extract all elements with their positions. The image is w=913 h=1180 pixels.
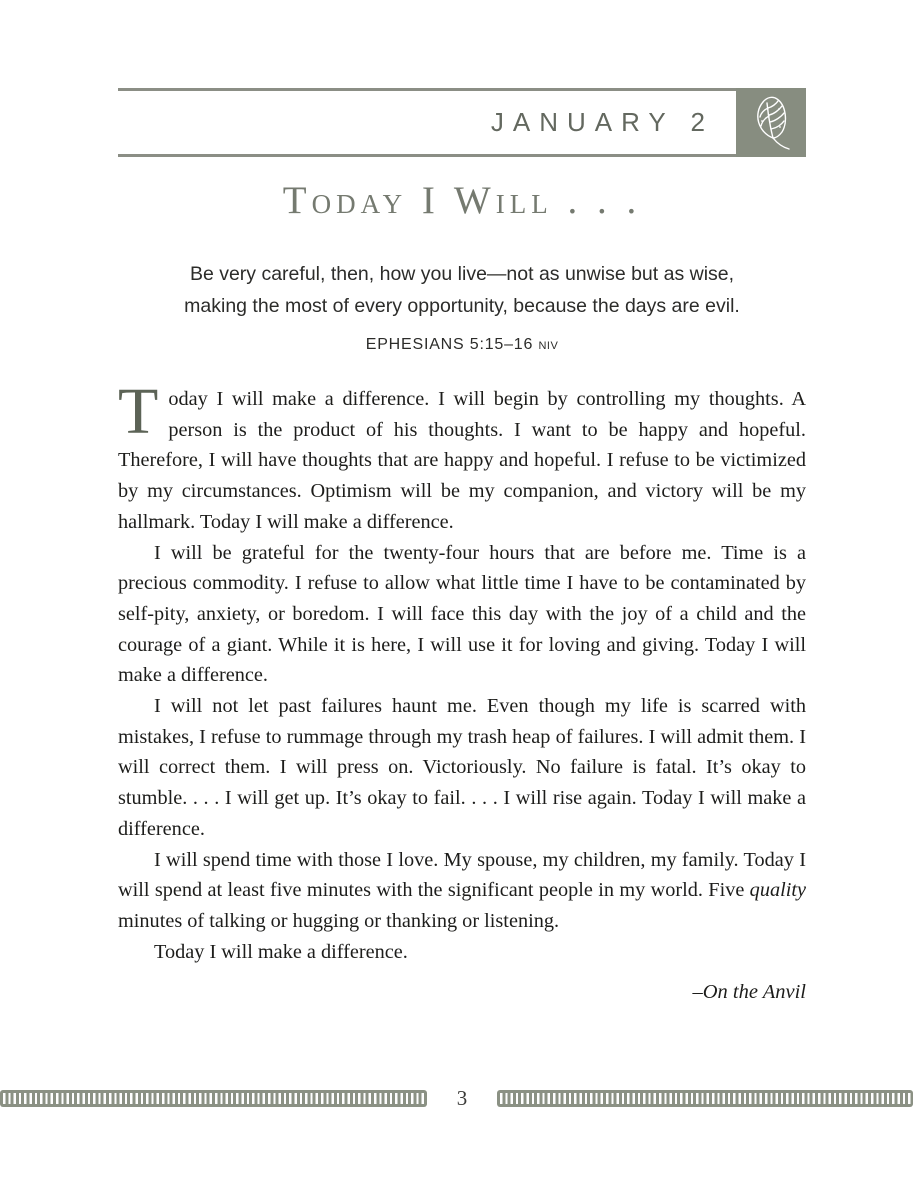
- paragraph-text: I will spend time with those I love. My spouse, my children, my family. Today I will spend at least five minutes with the significant people in my world. Five: [118, 848, 806, 902]
- chapter-header: [118, 88, 806, 157]
- attribution: –On the Anvil: [692, 981, 806, 1003]
- devotional-body: [118, 375, 806, 967]
- scripture-verse: [93, 258, 831, 362]
- verse-line: Be very careful, then, how you live—not as unwise but as wise,: [189, 263, 735, 285]
- paragraph-text: oday I will make a difference. I will begin by controlling my thoughts. A person is the product of his thoughts. I want to be happy and hopeful. Therefore, I will have thoughts that are happy and hopeful. I refuse to be victimized by my circumstances. Optimism will be my companion, and victory will be my hallmark. Today I will make a difference.: [118, 388, 806, 533]
- page-title: Today I Will . . .: [282, 179, 642, 222]
- emphasized-word: quality: [749, 879, 806, 902]
- leaf-badge: [736, 88, 806, 157]
- devotional-paragraph: [118, 845, 806, 937]
- header-date: JANUARY 2: [490, 107, 714, 137]
- paragraph-text: minutes of talking or hugging or thanking or listening.: [118, 909, 560, 932]
- footer-ornament-right: [497, 1090, 913, 1107]
- verse-reference-text: EPHESIANS 5:15–16: [365, 336, 534, 353]
- verse-line: making the most of every opportunity, because the days are evil.: [184, 295, 740, 317]
- devotional-paragraph: I will be grateful for the twenty-four hours that are before me. Time is a precious commodity. I refuse to allow what little time I have to be contaminated by self-pity, anxiety, or boredom. I will face this day with the joy of a child and the courage of a giant. While it is here, I will use it for loving and giving. Today I will make a difference.: [118, 541, 806, 687]
- footer-ornament-left: [0, 1090, 427, 1107]
- translation-abbrev: NIV: [538, 340, 559, 352]
- devotional-paragraph: [118, 375, 806, 538]
- devotional-paragraph: Today I will make a difference.: [154, 940, 408, 963]
- verse-reference: [93, 329, 831, 362]
- page-number: 3: [456, 1086, 468, 1110]
- devotional-paragraph: I will not let past failures haunt me. Even though my life is scarred with mistakes, I refuse to rummage through my trash heap of failures. I will admit them. I will correct them. I will press on. Victoriously. No failure is fatal. It’s okay to stumble. . . . I will get up. It’s okay to fail. . . . I will rise again. Today I will make a difference.: [118, 695, 806, 840]
- drop-cap: T: [118, 375, 159, 448]
- leaf-icon: [746, 94, 796, 152]
